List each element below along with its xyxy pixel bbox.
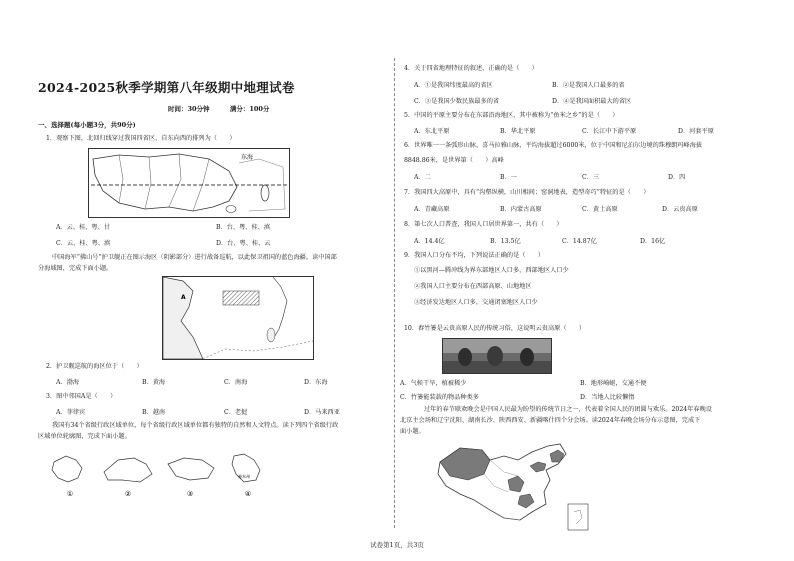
q3-option-c: C．老挝: [224, 409, 248, 416]
q7-option-d: D．云贵高原: [662, 206, 698, 213]
q6-option-c: C．三: [582, 174, 600, 181]
q10-option-a: A．气候干旱，植被稀少: [400, 380, 467, 387]
sea-area-map-svg: [163, 277, 313, 359]
q2-option-c: C．南海: [224, 379, 248, 386]
q10-option-d: D．当地人比较懒惰: [580, 394, 635, 401]
passage-1: [38, 252, 388, 274]
exam-time: 时间：30分钟: [168, 105, 210, 113]
section-heading: 一、选择题(每小题3分，共90分): [38, 121, 136, 129]
province-outlines-figure: [48, 450, 268, 500]
q6-stem-line-2: 8848.86米，是世界第（ ）高峰: [404, 157, 504, 164]
outline-city-label: 神木州: [238, 474, 250, 479]
q3-option-a: A．菲律宾: [56, 409, 86, 416]
q2-option-d: D．东海: [304, 379, 328, 386]
q9-item-3: ③经济发达地区人口多，交通闭塞地区人口少: [414, 299, 538, 306]
q6-option-b: B．一: [500, 174, 517, 181]
q8-option-a: A．14.4亿: [414, 238, 445, 245]
q5-option-d: D．河套平原: [678, 128, 714, 135]
outline-label-3: ③: [186, 490, 194, 498]
q8-option-b: B．13.5亿: [490, 238, 521, 245]
passage-1-line-2: 分海域图，完成下面小题。: [38, 265, 113, 272]
exam-title: 2024-2025秋季学期第八年级期中地理试卷: [38, 80, 295, 95]
q8-option-d: D．16亿: [640, 238, 666, 245]
q6-option-d: D．四: [668, 174, 686, 181]
q6-option-a: A．二: [414, 174, 431, 181]
q7-option-b: B．内蒙古高原: [500, 206, 542, 213]
q8-option-c: C．14.87亿: [562, 238, 597, 245]
outline-label-2: ②: [124, 490, 132, 498]
q7-option-c: C．黄土高原: [582, 206, 618, 213]
passage-3-line-1: 过年的春节联欢晚会是中国人民最为盼望的传统节日之一，代表着全国人民的团圆与欢乐。2024年春晚设: [424, 406, 712, 413]
china-venue-map-svg: [434, 440, 594, 532]
q4-option-a: A．①是我国纬度最高的省区: [414, 82, 493, 89]
passage-3-line-3: 面小题。: [400, 428, 425, 435]
q9-stem: 9．我国人口分布不均，下列说法正确的是（ ）: [404, 252, 545, 259]
east-sea-label: 东海: [241, 154, 254, 161]
q5-option-b: B．华北平原: [500, 128, 536, 135]
q10-option-c: C．竹篓能装载的物品种类多: [400, 394, 479, 401]
passage-2: [38, 420, 388, 442]
q4-stem: 4．关于四省地理特征的叙述，正确的是（ ）: [404, 65, 538, 72]
china-venue-map-figure: [434, 440, 594, 532]
q4-option-b: B．②是我国人口最多的省: [552, 82, 625, 89]
passage-2-line-2: 区域单位轮廓图，完成下面小题。: [38, 433, 131, 440]
passage-3: [400, 404, 760, 437]
bamboo-basket-photo-svg: [443, 339, 551, 373]
q1-option-a: A．云、桂、粤、甘: [56, 224, 110, 231]
q7-stem: 7．我国四大高原中，具有“沟壑纵横，山川相间；窑洞地表，造型奇巧”特征的是（ ）: [404, 189, 650, 196]
passage-3-line-2: 北京主会场和辽宁沈阳、湖南长沙、陕西西安、新疆喀什四个分会场。读2024年春晚会场分布示意图，完成下: [400, 417, 701, 424]
q2-option-a: A．渤海: [56, 379, 80, 386]
q3-option-b: B．越南: [142, 409, 166, 416]
q3-stem: 3．图中邻国A是（ ）: [46, 393, 117, 400]
sea-area-map-figure: [162, 276, 314, 360]
exam-meta: [168, 104, 287, 113]
q6-stem-line-1: 6．世界唯一一条弧形山脉，喜马拉雅山脉，平均海拔超过6000米，位于中国和尼泊尔边境的珠穆朗玛峰海拔: [404, 142, 703, 149]
province-outlines-svg: [48, 450, 268, 500]
column-divider: [394, 58, 395, 528]
tropic-map-svg: [89, 149, 289, 217]
passage-2-line-1: 我国有34个省级行政区域单位，每个省级行政区域单位都有独特的自然和人文特点。读下列四个省级行政: [52, 422, 339, 429]
bamboo-basket-photo: [442, 338, 552, 374]
q1-option-d: D．台、粤、桂、云: [216, 240, 271, 247]
q5-stem: 5．中国的平原主要分布在东部沿海地区，其中被称为“鱼米之乡”的是（ ）: [404, 112, 619, 119]
q4-option-c: C．③是我国少数民族最多的省: [414, 98, 500, 105]
page-footer: 试卷第1页，共3页: [370, 541, 424, 549]
svg-text:A: A: [181, 294, 186, 301]
q1-option-b: B．台、粤、桂、滇: [216, 224, 271, 231]
q8-stem: 8．第七次人口普查，我国人口居世界第一，共有（ ）: [404, 221, 563, 228]
right-column: [400, 0, 760, 540]
q5-option-a: A．东北平原: [414, 128, 450, 135]
passage-1-line-1: 中国海军“佛山号”护卫舰正在图示海区（阴影部分）进行战备巡航，以此保卫祖国的蓝色海疆。读中国部: [52, 254, 337, 261]
exam-score: 满分：100分: [229, 105, 270, 113]
q1-stem: 1．观察下图，北回归线穿过我国四省区，自东向西的排列为（ ）: [46, 135, 236, 142]
q9-item-1: ①以黑河—腾冲线为界东部地区人口多，西部地区人口少: [414, 267, 569, 274]
tropic-map-figure: [88, 148, 290, 218]
q1-option-c: C．云、桂、粤、滇: [56, 240, 111, 247]
outline-label-4: ④: [244, 490, 252, 498]
left-column: [38, 0, 388, 540]
q2-stem: 2．护卫舰巡航的海区位于（ ）: [46, 363, 143, 370]
q10-option-b: B．地形崎岖，交通不便: [580, 380, 647, 387]
q3-option-d: D．马来西亚: [304, 409, 340, 416]
q9-item-2: ②我国人口主要分布在西部高原、山地地区: [414, 283, 532, 290]
q5-option-c: C．长江中下游平原: [582, 128, 637, 135]
q4-option-d: D．④是我国面积最大的省区: [552, 98, 632, 105]
q7-option-a: A．青藏高原: [414, 206, 450, 213]
q10-stem: 10．舂竹篓是云贵高原人民的传统习俗，这说明云贵高原（ ）: [404, 325, 586, 332]
outline-label-1: ①: [66, 490, 74, 498]
q2-option-b: B．黄海: [142, 379, 166, 386]
